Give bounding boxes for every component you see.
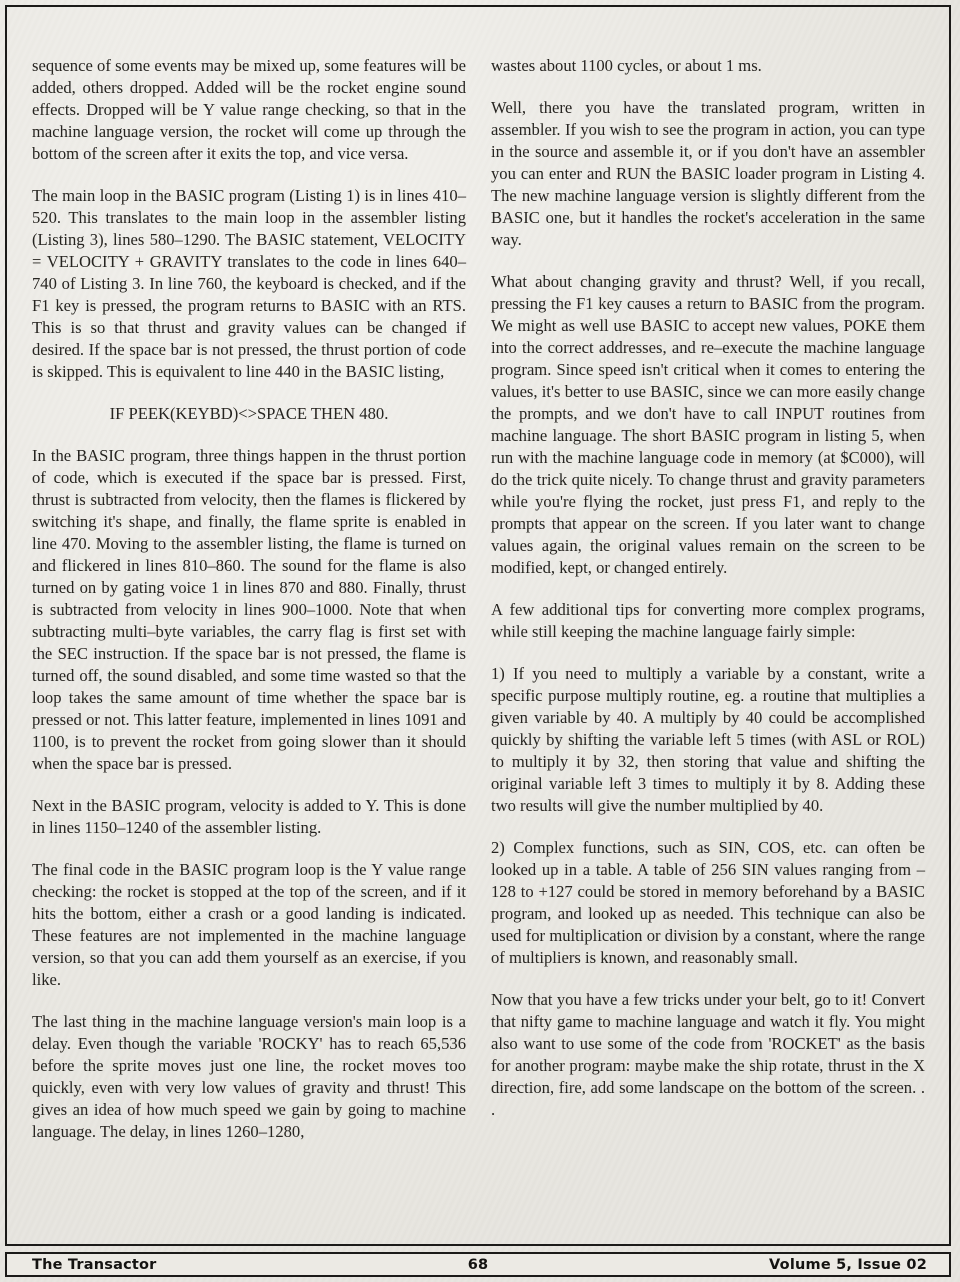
paragraph: Next in the BASIC program, velocity is added to Y. This is done in lines 1150–1240 of the assembler listing. <box>32 796 466 837</box>
footer-bar <box>5 1252 951 1277</box>
paragraph: 2) Complex functions, such as SIN, COS, etc. can often be looked up in a table. A table of 256 SIN values ranging from –128 to +127 could be stored in memory beforehand by a BASIC program, and looked up as needed. This technique can also be used for multiplication or division by a constant, where the range of multipliers is known, and reasonably small. <box>491 838 925 967</box>
paragraph: sequence of some events may be mixed up, some features will be added, others dropped. Added will be the rocket engine sound effects. Dropped will be Y value range checking, so that in the machine language version, the rocket will come up through the bottom of the screen after it exits the top, and vice versa. <box>32 56 466 163</box>
paragraph: The main loop in the BASIC program (Listing 1) is in lines 410–520. This translates to the main loop in the assembler listing (Listing 3), lines 580–1290. The BASIC statement, VELOCITY = VELOCITY + GRAVITY translates to the code in lines 640–740 of Listing 3. In line 760, the keyboard is checked, and if the F1 key is pressed, the program returns to BASIC with an RTS. This is so that thrust and gravity values can be changed if desired. If the space bar is not pressed, the thrust portion of code is skipped. This is equivalent to line 440 in the BASIC listing, <box>32 186 466 381</box>
footer-issue-label: Volume 5, Issue 02 <box>769 1256 927 1273</box>
footer-page-number: 68 <box>467 1256 489 1273</box>
paragraph: 1) If you need to multiply a variable by a constant, write a specific purpose multiply routine, eg. a routine that multiplies a given variable by 40. A multiply by 40 could be accomplished quickly by shifting the variable left 5 times (with ASL or ROL) to multiply it by 32, then storing that value and shifting the original variable left 3 times to multiply it by 8. Adding these two results will give the number multiplied by 40. <box>491 664 925 815</box>
two-column-layout <box>7 7 949 1163</box>
right-column <box>491 55 925 1163</box>
paragraph: The final code in the BASIC program loop is the Y value range checking: the rocket is stopped at the top of the screen, and if it hits the bottom, either a crash or a good landing is indicated. These features are not implemented in the machine language version, so that you can add them yourself as an exercise, if you like. <box>32 860 466 989</box>
footer-magazine-title: The Transactor <box>32 1256 157 1273</box>
left-column <box>32 55 466 1163</box>
paragraph: A few additional tips for converting more complex programs, while still keeping the machine language fairly simple: <box>491 600 925 641</box>
paragraph: Well, there you have the translated program, written in assembler. If you wish to see the program in action, you can type in the source and assemble it, or if you don't have an assembler you can enter and RUN the BASIC loader program in Listing 4. The new machine language version is slightly different from the BASIC one, but it handles the rocket's acceleration in the same way. <box>491 98 925 249</box>
paragraph: Now that you have a few tricks under your belt, go to it! Convert that nifty game to machine language and watch it fly. You might also want to use some of the code from 'ROCKET' as the basis for another program: maybe make the ship rotate, thrust in the X direction, fire, add some landscape on the bottom of the screen. . . <box>491 990 925 1119</box>
paragraph: In the BASIC program, three things happen in the thrust portion of code, which is executed if the space bar is pressed. First, thrust is subtracted from velocity, then the flames is flickered by switching it's shape, and finally, the flame sprite is enabled in line 470. Moving to the assembler listing, the flame is turned on and flickered in lines 810–860. The sound for the flame is also turned on by gating voice 1 in lines 870 and 880. Finally, thrust is subtracted from velocity in lines 900–1000. Note that when subtracting multi–byte variables, the carry flag is first set with the SEC instruction. If the space bar is not pressed, the flame is turned off, the sound disabled, and some time wasted so that the loop takes the same amount of time whether the space bar is pressed or not. This latter feature, implemented in lines 1091 and 1100, is to prevent the rocket from going slower than it should when the space bar is pressed. <box>32 446 466 773</box>
article-body-frame <box>5 5 951 1246</box>
paragraph: wastes about 1100 cycles, or about 1 ms. <box>491 56 762 75</box>
paragraph: What about changing gravity and thrust? Well, if you recall, pressing the F1 key causes a return to BASIC from the program. We might as well use BASIC to accept new values, POKE them into the correct addresses, and re–execute the machine language program. Since speed isn't critical when it comes to entering the values, it's better to use BASIC, since we can more easily change the prompts, and we don't have to call INPUT routines from machine language. The short BASIC program in listing 5, when run with the machine language code in memory (at $C000), will do the trick quite nicely. To change thrust and gravity parameters while you're flying the rocket, just press F1, and reply to the prompts that appear on the screen. If you later want to change values again, the original values remain on the screen to be modified, kept, or changed entirely. <box>491 272 925 577</box>
basic-statement-line: IF PEEK(KEYBD)<>SPACE THEN 480. <box>109 404 389 423</box>
paragraph: The last thing in the machine language version's main loop is a delay. Even though the variable 'ROCKY' has to reach 65,536 before the sprite moves just one line, the rocket moves too quickly, even with very low values of gravity and thrust! This gives an idea of how much speed we gain by going to machine language. The delay, in lines 1260–1280, <box>32 1012 466 1141</box>
